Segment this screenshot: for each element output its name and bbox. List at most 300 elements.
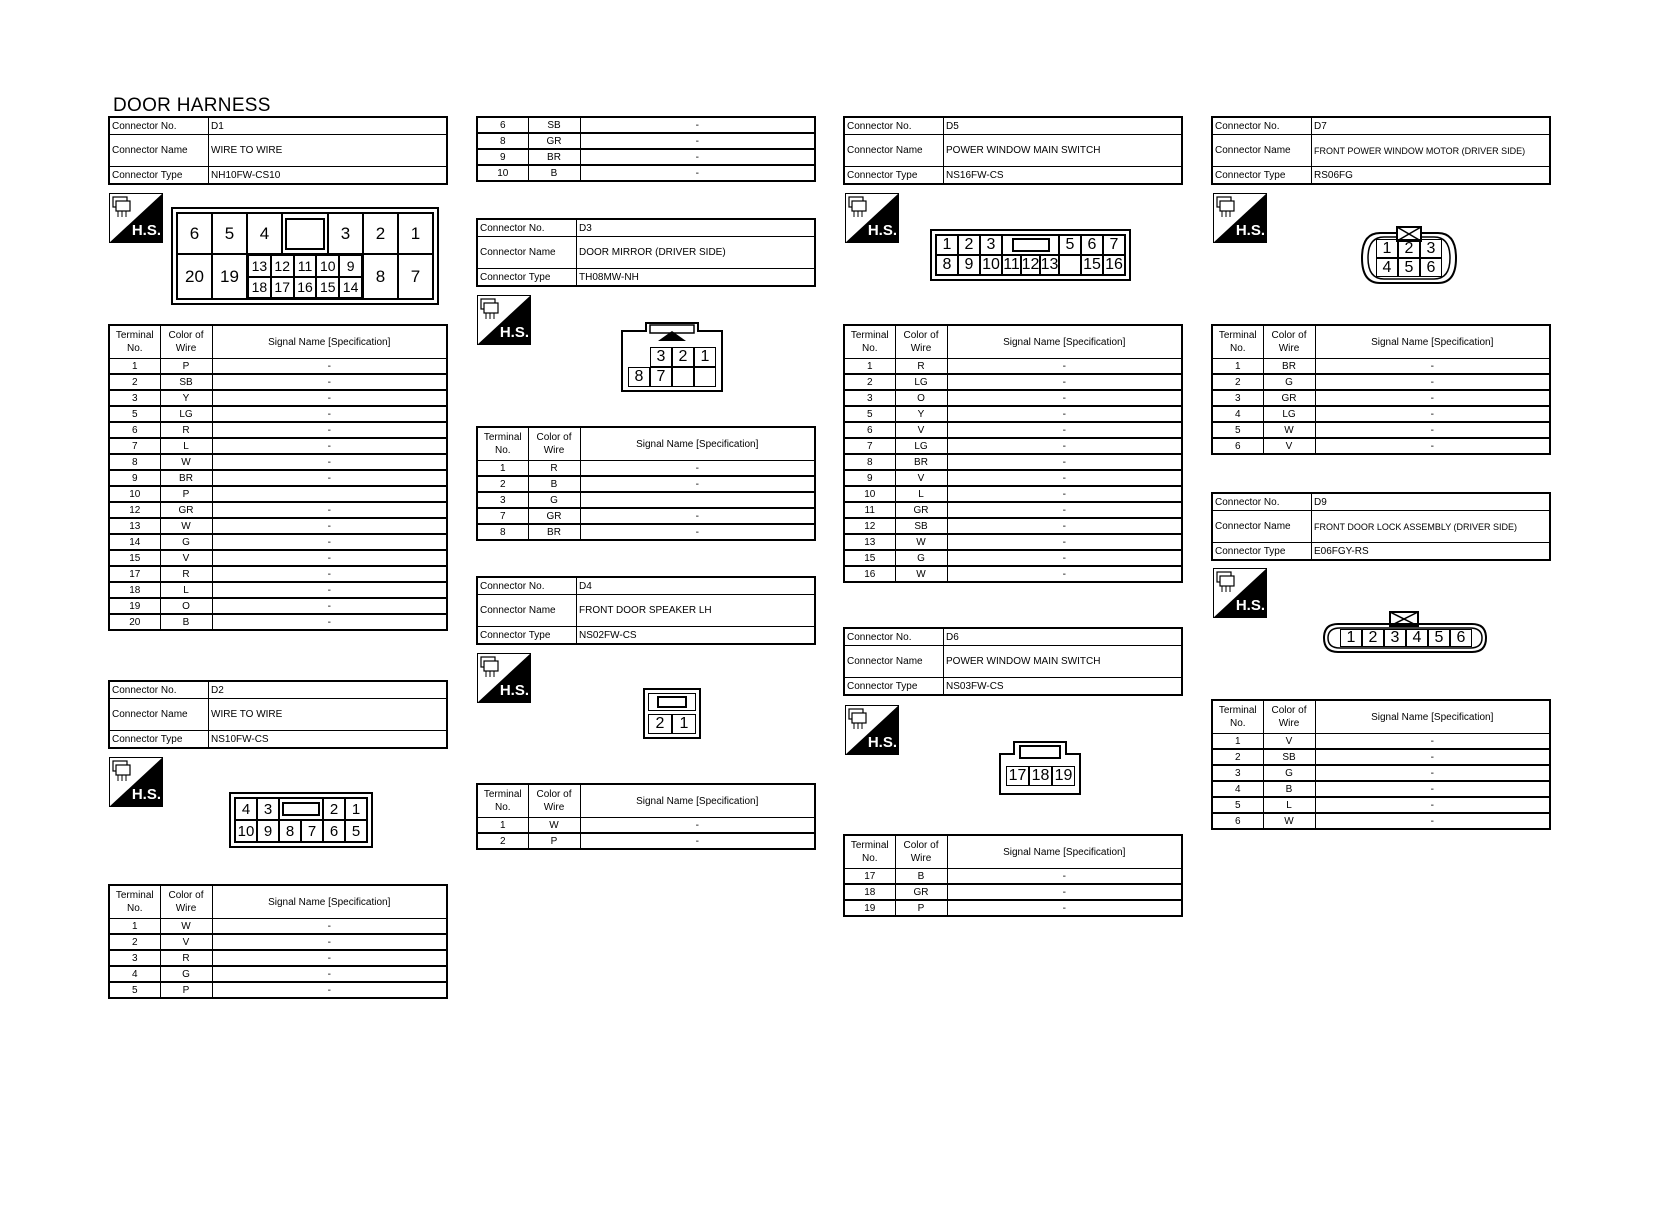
signal-name-cell: - — [947, 390, 1182, 406]
connector-type-label: Connector Type — [477, 269, 577, 287]
pin-cell: 19 — [212, 254, 247, 299]
hs-label: H.S. — [499, 324, 529, 341]
color-of-wire-header: Color of Wire — [1263, 325, 1315, 359]
hs-label: H.S. — [499, 682, 529, 699]
terminal-no-cell: 2 — [477, 476, 528, 492]
table-row — [109, 470, 447, 486]
connector-type-value: NS02FW-CS — [577, 627, 816, 645]
wire-color-cell: R — [160, 566, 212, 582]
signal-name-header: Signal Name [Specification] — [212, 885, 447, 919]
color-of-wire-header: Color of Wire — [895, 325, 947, 359]
table-row — [477, 461, 815, 477]
connector-no-value: D4 — [577, 577, 816, 595]
table-row — [1212, 390, 1550, 406]
wire-color-cell: R — [160, 950, 212, 966]
wire-color-cell: BR — [1263, 359, 1315, 375]
signal-name-cell: - — [580, 508, 815, 524]
table-row — [1212, 734, 1550, 750]
terminal-no-cell: 8 — [844, 454, 895, 470]
wire-color-cell: B — [528, 476, 580, 492]
terminal-table-d1-continued — [476, 116, 816, 182]
signal-name-cell: - — [580, 133, 815, 149]
table-row — [109, 390, 447, 406]
hs-icon — [109, 193, 163, 243]
terminal-no-cell: 1 — [1212, 734, 1263, 750]
signal-name-cell: - — [947, 454, 1182, 470]
pin-cell: 4 — [247, 213, 282, 254]
terminal-no-cell: 7 — [844, 438, 895, 454]
table-row — [109, 950, 447, 966]
terminal-table-d3 — [476, 426, 816, 541]
signal-name-cell: - — [1315, 797, 1550, 813]
signal-name-cell: - — [1315, 422, 1550, 438]
wire-color-cell: GR — [895, 502, 947, 518]
table-row — [109, 502, 447, 518]
pin-cell: 10 — [235, 820, 257, 842]
table-row — [109, 359, 447, 375]
terminal-no-cell: 2 — [109, 374, 160, 390]
table-row — [109, 438, 447, 454]
table-row — [844, 406, 1182, 422]
signal-name-cell: - — [947, 550, 1182, 566]
wire-color-cell: GR — [1263, 390, 1315, 406]
pin-cell: 9 — [257, 820, 279, 842]
wire-color-cell: G — [160, 966, 212, 982]
signal-name-header: Signal Name [Specification] — [1315, 325, 1550, 359]
signal-name-cell: - — [212, 982, 447, 998]
terminal-no-cell: 5 — [1212, 422, 1263, 438]
wire-color-cell: BR — [528, 149, 580, 165]
terminal-no-header: Terminal No. — [477, 427, 528, 461]
terminal-no-cell: 3 — [844, 390, 895, 406]
wire-color-cell: L — [895, 486, 947, 502]
connector-no-label: Connector No. — [1212, 493, 1312, 511]
connector-type-label: Connector Type — [844, 167, 944, 185]
terminal-table-d5 — [843, 324, 1183, 583]
terminal-no-header: Terminal No. — [844, 325, 895, 359]
table-row — [1212, 422, 1550, 438]
connector-no-label: Connector No. — [844, 628, 944, 646]
table-row — [109, 934, 447, 950]
terminal-no-cell: 7 — [109, 438, 160, 454]
connector-type-value: TH08MW-NH — [577, 269, 816, 287]
table-row — [109, 454, 447, 470]
signal-name-cell: - — [212, 454, 447, 470]
terminal-no-cell: 2 — [1212, 374, 1263, 390]
pin-cell: 16 — [294, 277, 317, 299]
signal-name-cell: - — [947, 438, 1182, 454]
wire-color-cell: R — [895, 359, 947, 375]
connector-no-value: D2 — [209, 681, 448, 699]
table-row — [109, 422, 447, 438]
connector-name-value: POWER WINDOW MAIN SWITCH — [944, 135, 1183, 167]
signal-name-cell: - — [212, 598, 447, 614]
pin-cell: 6 — [1450, 629, 1472, 647]
terminal-no-cell: 8 — [109, 454, 160, 470]
signal-name-cell: - — [212, 566, 447, 582]
connector-name-label: Connector Name — [477, 595, 577, 627]
table-row — [109, 566, 447, 582]
connector-info-d1 — [108, 116, 448, 185]
table-row — [109, 406, 447, 422]
wire-color-cell: P — [895, 900, 947, 916]
pin-cell: 13 — [248, 255, 271, 277]
terminal-no-cell: 5 — [109, 982, 160, 998]
wire-color-cell: SB — [528, 117, 580, 133]
hs-icon — [1213, 193, 1267, 243]
terminal-no-cell: 12 — [844, 518, 895, 534]
hs-icon — [1213, 568, 1267, 618]
terminal-no-cell: 15 — [109, 550, 160, 566]
signal-name-cell: - — [1315, 734, 1550, 750]
table-row — [844, 502, 1182, 518]
connector-name-value: FRONT DOOR LOCK ASSEMBLY (DRIVER SIDE) — [1312, 511, 1551, 543]
signal-name-cell: - — [212, 422, 447, 438]
wire-color-cell: GR — [528, 508, 580, 524]
table-row — [477, 818, 815, 834]
connector-type-value: RS06FG — [1312, 167, 1551, 185]
terminal-no-cell: 12 — [109, 502, 160, 518]
pin-cell: 2 — [363, 213, 398, 254]
wire-color-cell: B — [895, 869, 947, 885]
table-row — [109, 966, 447, 982]
signal-name-cell: - — [1315, 438, 1550, 454]
pin-cell — [694, 367, 716, 387]
hs-label: H.S. — [867, 222, 897, 239]
terminal-no-cell: 15 — [844, 550, 895, 566]
terminal-table-d1 — [108, 324, 448, 631]
pin-cell: 4 — [1376, 258, 1398, 277]
hs-icon — [477, 295, 531, 345]
wire-color-cell: V — [160, 550, 212, 566]
connector-no-value: D7 — [1312, 117, 1551, 135]
terminal-no-cell: 18 — [109, 582, 160, 598]
terminal-no-cell: 6 — [109, 422, 160, 438]
signal-name-cell: - — [1315, 390, 1550, 406]
signal-name-cell: - — [1315, 749, 1550, 765]
table-row — [844, 534, 1182, 550]
pin-cell: 6 — [1420, 258, 1442, 277]
pin-cell: 4 — [1406, 629, 1428, 647]
wire-color-cell: B — [160, 614, 212, 630]
table-row — [1212, 797, 1550, 813]
pin-cell: 12 — [271, 255, 294, 277]
pin-cell: 5 — [212, 213, 247, 254]
signal-name-cell: - — [212, 359, 447, 375]
table-row — [109, 982, 447, 998]
signal-name-cell: - — [947, 486, 1182, 502]
color-of-wire-header: Color of Wire — [895, 835, 947, 869]
wire-color-cell: GR — [528, 133, 580, 149]
signal-name-cell: - — [947, 374, 1182, 390]
terminal-no-cell: 19 — [109, 598, 160, 614]
terminal-table-d9 — [1211, 699, 1551, 830]
table-row — [109, 374, 447, 390]
connector-type-label: Connector Type — [1212, 167, 1312, 185]
signal-name-cell: - — [580, 117, 815, 133]
pin-cell: 1 — [1340, 629, 1362, 647]
wire-color-cell: BR — [160, 470, 212, 486]
wire-color-cell: W — [895, 566, 947, 582]
connector-name-label: Connector Name — [844, 646, 944, 678]
table-row — [477, 508, 815, 524]
terminal-no-cell: 10 — [844, 486, 895, 502]
pin-cell: 17 — [1006, 766, 1029, 786]
signal-name-header: Signal Name [Specification] — [580, 784, 815, 818]
wire-color-cell: V — [895, 422, 947, 438]
pin-cell: 9 — [339, 255, 362, 277]
pin-key — [1002, 235, 1059, 255]
terminal-no-cell: 1 — [1212, 359, 1263, 375]
color-of-wire-header: Color of Wire — [1263, 700, 1315, 734]
color-of-wire-header: Color of Wire — [528, 427, 580, 461]
terminal-no-header: Terminal No. — [109, 885, 160, 919]
terminal-no-cell: 4 — [1212, 406, 1263, 422]
pin-cell: 2 — [958, 235, 980, 255]
signal-name-cell: - — [947, 566, 1182, 582]
connector-type-label: Connector Type — [109, 731, 209, 749]
table-row — [844, 390, 1182, 406]
terminal-no-header: Terminal No. — [109, 325, 160, 359]
table-row — [844, 900, 1182, 916]
connector-no-label: Connector No. — [109, 117, 209, 135]
connector-info-d9 — [1211, 492, 1551, 561]
pin-cell: 3 — [1420, 239, 1442, 258]
table-row — [844, 884, 1182, 900]
wire-color-cell: GR — [895, 884, 947, 900]
table-row — [477, 492, 815, 508]
table-row — [109, 598, 447, 614]
hs-icon — [109, 757, 163, 807]
pin-cell: 1 — [694, 347, 716, 367]
pin-cell: 12 — [1021, 256, 1040, 273]
wire-color-cell: W — [1263, 422, 1315, 438]
wire-color-cell: P — [528, 833, 580, 849]
signal-name-cell: - — [212, 614, 447, 630]
pin-cell: 1 — [672, 714, 696, 734]
pin-cell: 6 — [1081, 235, 1103, 255]
signal-name-cell: - — [212, 374, 447, 390]
table-row — [109, 550, 447, 566]
terminal-table-d7 — [1211, 324, 1551, 455]
signal-name-cell: - — [212, 950, 447, 966]
connector-type-value: NS03FW-CS — [944, 678, 1183, 696]
wire-color-cell: W — [895, 534, 947, 550]
terminal-no-cell: 5 — [109, 406, 160, 422]
wire-color-cell: W — [1263, 813, 1315, 829]
connector-info-d6 — [843, 627, 1183, 696]
pin-cell: 14 — [339, 277, 362, 299]
pin-cell: 11 — [1003, 256, 1020, 273]
pin-cell: 2 — [323, 798, 345, 820]
terminal-no-cell: 1 — [477, 461, 528, 477]
connector-name-value: WIRE TO WIRE — [209, 699, 448, 731]
signal-name-cell: - — [947, 422, 1182, 438]
signal-name-cell: - — [947, 518, 1182, 534]
table-row — [109, 486, 447, 502]
terminal-no-header: Terminal No. — [844, 835, 895, 869]
signal-name-cell — [580, 492, 815, 508]
signal-name-cell: - — [580, 149, 815, 165]
signal-name-cell: - — [947, 884, 1182, 900]
connector-type-label: Connector Type — [109, 167, 209, 185]
table-row — [109, 614, 447, 630]
wire-color-cell: V — [1263, 438, 1315, 454]
pin-cell: 2 — [1362, 629, 1384, 647]
terminal-no-cell: 1 — [844, 359, 895, 375]
table-row — [477, 149, 815, 165]
signal-name-header: Signal Name [Specification] — [580, 427, 815, 461]
terminal-no-cell: 3 — [477, 492, 528, 508]
pin-cell: 15 — [316, 277, 339, 299]
table-row — [844, 550, 1182, 566]
wire-color-cell: G — [895, 550, 947, 566]
page-title: DOOR HARNESS — [113, 95, 271, 116]
table-row — [844, 438, 1182, 454]
wire-color-cell: L — [160, 438, 212, 454]
connector-name-label: Connector Name — [109, 699, 209, 731]
table-row — [1212, 765, 1550, 781]
terminal-no-cell: 8 — [477, 133, 528, 149]
wire-color-cell: O — [895, 390, 947, 406]
table-row — [844, 374, 1182, 390]
signal-name-cell: - — [947, 502, 1182, 518]
signal-name-cell: - — [212, 438, 447, 454]
connector-no-label: Connector No. — [109, 681, 209, 699]
pin-key — [282, 213, 328, 254]
wire-color-cell: G — [1263, 765, 1315, 781]
connector-no-value: D9 — [1312, 493, 1551, 511]
pin-cell: 2 — [672, 347, 694, 367]
signal-name-cell: - — [212, 406, 447, 422]
connector-name-value: FRONT POWER WINDOW MOTOR (DRIVER SIDE) — [1312, 135, 1551, 167]
pin-cell: 10 — [980, 255, 1002, 275]
terminal-no-cell: 20 — [109, 614, 160, 630]
signal-name-cell: - — [947, 869, 1182, 885]
table-row — [844, 518, 1182, 534]
hs-label: H.S. — [1235, 597, 1265, 614]
table-row — [477, 133, 815, 149]
wire-color-cell: O — [160, 598, 212, 614]
connector-name-label: Connector Name — [1212, 135, 1312, 167]
table-row — [1212, 374, 1550, 390]
table-row — [844, 422, 1182, 438]
signal-name-cell: - — [212, 919, 447, 935]
terminal-no-cell: 5 — [844, 406, 895, 422]
pin-cell: 8 — [936, 255, 958, 275]
connector-type-value: NS10FW-CS — [209, 731, 448, 749]
connector-type-label: Connector Type — [844, 678, 944, 696]
wire-color-cell: LG — [160, 406, 212, 422]
table-row — [477, 117, 815, 133]
pin-cell: 7 — [398, 254, 433, 299]
pin-cell: 5 — [345, 820, 367, 842]
pin-cell — [672, 367, 694, 387]
connector-type-value: E06FGY-RS — [1312, 543, 1551, 561]
signal-name-cell: - — [212, 390, 447, 406]
table-row — [1212, 438, 1550, 454]
wire-color-cell: R — [160, 422, 212, 438]
pin-cell: 17 — [271, 277, 294, 299]
hs-label: H.S. — [131, 222, 161, 239]
signal-name-header: Signal Name [Specification] — [1315, 700, 1550, 734]
terminal-no-cell: 3 — [1212, 390, 1263, 406]
pin-cell: 6 — [323, 820, 345, 842]
connector-face-d4 — [643, 688, 701, 739]
signal-name-cell: - — [1315, 359, 1550, 375]
wire-color-cell: BR — [528, 524, 580, 540]
terminal-no-header: Terminal No. — [1212, 325, 1263, 359]
wire-color-cell: G — [1263, 374, 1315, 390]
color-of-wire-header: Color of Wire — [160, 325, 212, 359]
table-row — [844, 869, 1182, 885]
terminal-no-cell: 13 — [844, 534, 895, 550]
terminal-no-cell: 8 — [477, 524, 528, 540]
table-row — [1212, 359, 1550, 375]
connector-face-d5 — [930, 229, 1131, 281]
table-row — [1212, 749, 1550, 765]
color-of-wire-header: Color of Wire — [528, 784, 580, 818]
terminal-no-cell: 3 — [109, 390, 160, 406]
pin-cell: 5 — [1428, 629, 1450, 647]
terminal-no-cell: 2 — [1212, 749, 1263, 765]
table-row — [1212, 781, 1550, 797]
table-row — [109, 919, 447, 935]
connector-name-label: Connector Name — [1212, 511, 1312, 543]
wire-color-cell: Y — [895, 406, 947, 422]
pin-cell: 2 — [648, 714, 672, 734]
pin-cell: 8 — [279, 820, 301, 842]
pin-cell: 1 — [398, 213, 433, 254]
terminal-no-cell: 6 — [1212, 813, 1263, 829]
wire-color-cell: W — [160, 454, 212, 470]
terminal-no-cell: 4 — [109, 966, 160, 982]
terminal-no-cell: 14 — [109, 534, 160, 550]
signal-name-cell: - — [580, 524, 815, 540]
hs-icon — [477, 653, 531, 703]
connector-name-value: DOOR MIRROR (DRIVER SIDE) — [577, 237, 816, 269]
table-row — [477, 476, 815, 492]
connector-no-label: Connector No. — [844, 117, 944, 135]
signal-name-header: Signal Name [Specification] — [947, 835, 1182, 869]
table-row — [1212, 813, 1550, 829]
terminal-no-cell: 7 — [477, 508, 528, 524]
pin-cell: 11 — [294, 255, 317, 277]
signal-name-header: Signal Name [Specification] — [212, 325, 447, 359]
connector-face-d1 — [171, 207, 439, 305]
terminal-table-d6 — [843, 834, 1183, 917]
pin-cell: 3 — [650, 347, 672, 367]
pin-cell: 2 — [1398, 239, 1420, 258]
signal-name-cell: - — [1315, 406, 1550, 422]
pin-cell: 20 — [177, 254, 212, 299]
pin-cell — [628, 347, 650, 367]
signal-name-cell: - — [212, 934, 447, 950]
connector-no-value: D1 — [209, 117, 448, 135]
pin-cell: 8 — [628, 367, 650, 387]
terminal-no-cell: 6 — [1212, 438, 1263, 454]
wire-color-cell: SB — [1263, 749, 1315, 765]
pin-cell — [1059, 255, 1081, 275]
connector-name-value: WIRE TO WIRE — [209, 135, 448, 167]
wire-color-cell: LG — [1263, 406, 1315, 422]
wire-color-cell: LG — [895, 374, 947, 390]
pin-cell: 9 — [958, 255, 980, 275]
table-row — [477, 833, 815, 849]
signal-name-cell: - — [947, 900, 1182, 916]
signal-name-cell: - — [212, 534, 447, 550]
terminal-no-cell: 4 — [1212, 781, 1263, 797]
